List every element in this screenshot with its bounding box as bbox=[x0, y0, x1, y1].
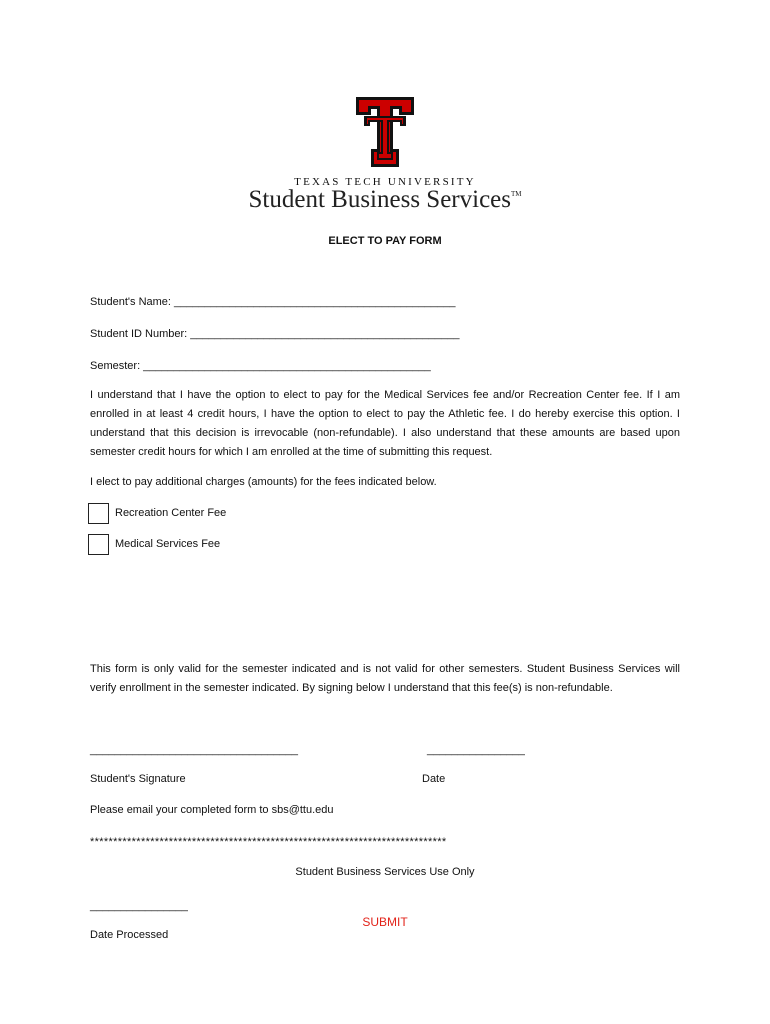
student-id-field[interactable]: Student ID Number: ____________________________________________ bbox=[90, 328, 460, 340]
email-note: Please email your completed form to sbs@ttu.edu bbox=[90, 804, 334, 816]
date-processed-line: ________________ bbox=[90, 900, 188, 912]
elect-intro: I elect to pay additional charges (amounts) for the fees indicated below. bbox=[90, 476, 437, 488]
department-name bbox=[0, 186, 770, 214]
ttu-double-t-logo bbox=[355, 96, 415, 168]
validity-paragraph: This form is only valid for the semester indicated and is not valid for other semesters. Student Business Services will verify enrollment in the semester indicated. By signing below I understand that this fee(s) is non-refundable. bbox=[90, 663, 680, 694]
date-line[interactable]: ________________ bbox=[427, 744, 525, 756]
student-name-field[interactable]: Student's Name: ______________________________________________ bbox=[90, 296, 456, 308]
university-name: TEXAS TECH UNIVERSITY bbox=[294, 176, 476, 188]
recreation-center-checkbox[interactable] bbox=[88, 503, 109, 524]
submit-button[interactable]: SUBMIT bbox=[362, 915, 408, 929]
signature-label: Student's Signature bbox=[90, 773, 186, 785]
trademark-mark: TM bbox=[511, 190, 522, 198]
office-use-heading: Student Business Services Use Only bbox=[295, 866, 475, 878]
separator-line: ***************************************************************************** bbox=[90, 836, 447, 848]
medical-services-checkbox[interactable] bbox=[88, 534, 109, 555]
recreation-center-label: Recreation Center Fee bbox=[115, 507, 227, 519]
medical-services-label: Medical Services Fee bbox=[115, 538, 221, 550]
date-label: Date bbox=[422, 773, 446, 785]
department-text: Student Business Services bbox=[248, 186, 511, 213]
signature-line[interactable]: __________________________________ bbox=[90, 744, 299, 756]
semester-field[interactable]: Semester: _______________________________________________ bbox=[90, 360, 431, 372]
date-processed-label: Date Processed bbox=[90, 929, 169, 941]
acknowledgement-paragraph: I understand that I have the option to elect to pay for the Medical Services fee and/or Recreation Center fee. If I am enrolled in at least 4 credit hours, I have the option to elect to pay the Athletic fee. I do hereby exercise this option. I understand that this decision is irrevocable (non-refundable). I also understand that these amounts are based upon semester credit hours for which I am enrolled at the time of submitting this request. bbox=[90, 389, 680, 458]
form-title: ELECT TO PAY FORM bbox=[328, 235, 442, 247]
